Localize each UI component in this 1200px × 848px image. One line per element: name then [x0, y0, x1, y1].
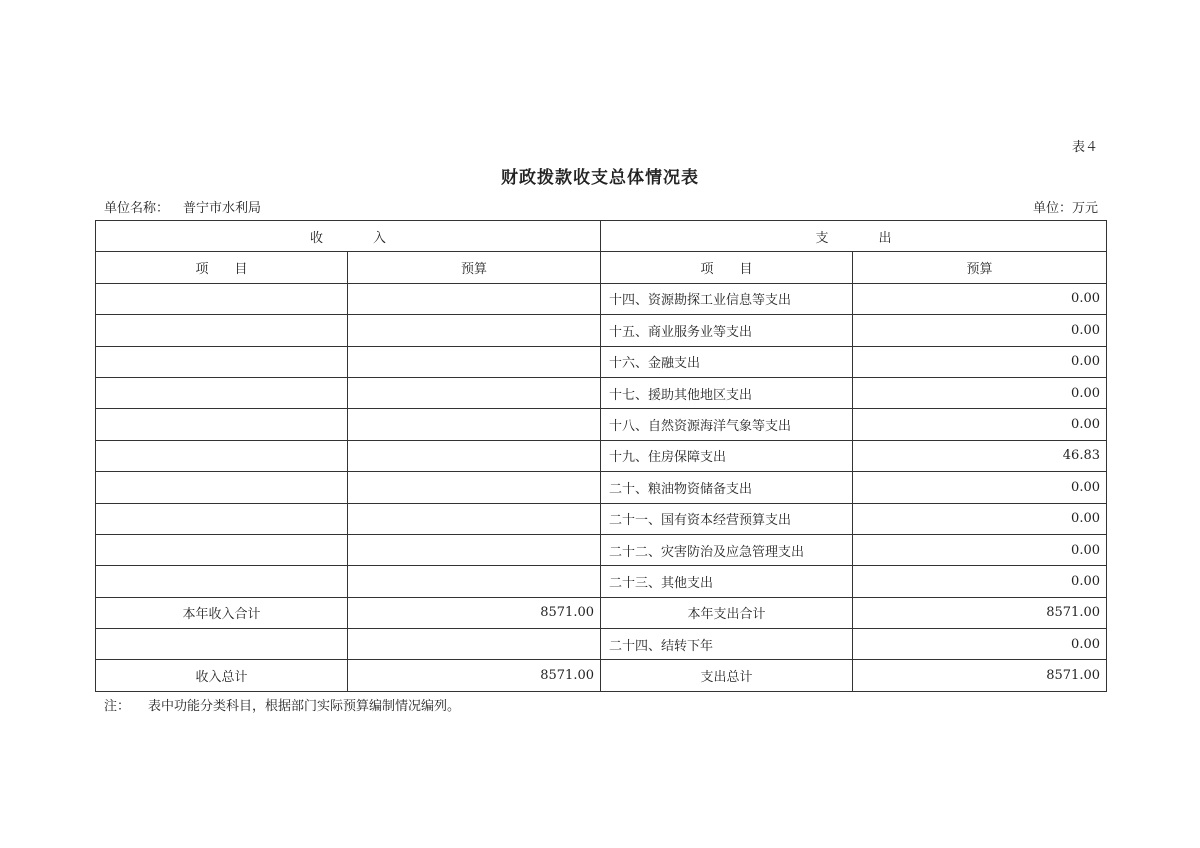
- income-item-cell: [96, 534, 348, 565]
- expense-budget-cell: 0.00: [853, 377, 1107, 408]
- year-expense-total-value: 8571.00: [853, 597, 1107, 628]
- expense-item-cell: 二十一、国有资本经营预算支出: [601, 503, 853, 534]
- carry-over-value: 0.00: [853, 629, 1107, 660]
- year-total-row: [96, 597, 1107, 628]
- expense-item-cell: 十九、住房保障支出: [601, 440, 853, 471]
- income-budget-cell: [348, 534, 601, 565]
- table-number: 表４: [1071, 140, 1098, 155]
- expense-item-cell: 十七、援助其他地区支出: [601, 377, 853, 408]
- expense-budget-cell: 0.00: [853, 472, 1107, 503]
- note-text: 表中功能分类科目，根据部门实际预算编制情况编列。: [148, 699, 461, 714]
- grand-total-row: [96, 660, 1107, 691]
- carry-over-row: [96, 629, 1107, 660]
- income-budget-cell: [348, 409, 601, 440]
- year-income-total-label: 本年收入合计: [96, 597, 348, 628]
- table-row: [96, 566, 1107, 597]
- expense-item-cell: 二十、粮油物资储备支出: [601, 472, 853, 503]
- expense-header: 支 出: [601, 221, 1107, 252]
- income-grand-total-value: 8571.00: [348, 660, 601, 691]
- income-budget-cell: [348, 503, 601, 534]
- income-header: 收 入: [96, 221, 601, 252]
- empty-cell: [96, 629, 348, 660]
- expense-budget-cell: 0.00: [853, 409, 1107, 440]
- budget-table: [95, 220, 1107, 692]
- table-row: [96, 346, 1107, 377]
- unit-name-line: [104, 197, 261, 216]
- expense-budget-cell: 46.83: [853, 440, 1107, 471]
- expense-budget-cell: 0.00: [853, 503, 1107, 534]
- carry-over-item: 二十四、结转下年: [601, 629, 853, 660]
- table-row: [96, 377, 1107, 408]
- income-budget-header: 预算: [348, 252, 601, 283]
- page-title: 财政拨款收支总体情况表: [501, 168, 699, 188]
- income-item-cell: [96, 409, 348, 440]
- empty-cell: [348, 629, 601, 660]
- income-item-cell: [96, 283, 348, 314]
- expense-item-cell: 二十三、其他支出: [601, 566, 853, 597]
- income-item-header: 项 目: [96, 252, 348, 283]
- expense-item-cell: 十六、金融支出: [601, 346, 853, 377]
- expense-budget-cell: 0.00: [853, 315, 1107, 346]
- expense-item-cell: 十五、商业服务业等支出: [601, 315, 853, 346]
- expense-budget-cell: 0.00: [853, 534, 1107, 565]
- expense-budget-header: 预算: [853, 252, 1107, 283]
- unit-name-label: 单位名称：: [104, 201, 170, 216]
- unit-name-value: 普宁市水利局: [183, 201, 262, 216]
- income-budget-cell: [348, 346, 601, 377]
- column-header-row: [96, 252, 1107, 283]
- income-item-cell: [96, 503, 348, 534]
- income-budget-cell: [348, 315, 601, 346]
- currency-unit: 单位：万元: [1032, 201, 1098, 216]
- table-row: [96, 534, 1107, 565]
- section-header-row: [96, 221, 1107, 252]
- expense-item-cell: 二十二、灾害防治及应急管理支出: [601, 534, 853, 565]
- income-item-cell: [96, 315, 348, 346]
- expense-budget-cell: 0.00: [853, 346, 1107, 377]
- income-budget-cell: [348, 566, 601, 597]
- income-budget-cell: [348, 440, 601, 471]
- table-row: [96, 503, 1107, 534]
- expense-budget-cell: 0.00: [853, 283, 1107, 314]
- expense-grand-total-value: 8571.00: [853, 660, 1107, 691]
- expense-grand-total-label: 支出总计: [601, 660, 853, 691]
- income-item-cell: [96, 346, 348, 377]
- expense-item-cell: 十四、资源勘探工业信息等支出: [601, 283, 853, 314]
- table-row: [96, 283, 1107, 314]
- income-budget-cell: [348, 377, 601, 408]
- income-budget-cell: [348, 283, 601, 314]
- table-row: [96, 409, 1107, 440]
- income-grand-total-label: 收入总计: [96, 660, 348, 691]
- footnote: [104, 695, 460, 714]
- note-label: 注：: [104, 699, 131, 714]
- income-item-cell: [96, 440, 348, 471]
- expense-budget-cell: 0.00: [853, 566, 1107, 597]
- table-row: [96, 472, 1107, 503]
- income-item-cell: [96, 566, 348, 597]
- table-row: [96, 315, 1107, 346]
- income-item-cell: [96, 377, 348, 408]
- expense-item-header: 项 目: [601, 252, 853, 283]
- income-item-cell: [96, 472, 348, 503]
- income-budget-cell: [348, 472, 601, 503]
- year-expense-total-label: 本年支出合计: [601, 597, 853, 628]
- expense-item-cell: 十八、自然资源海洋气象等支出: [601, 409, 853, 440]
- table-row: [96, 440, 1107, 471]
- year-income-total-value: 8571.00: [348, 597, 601, 628]
